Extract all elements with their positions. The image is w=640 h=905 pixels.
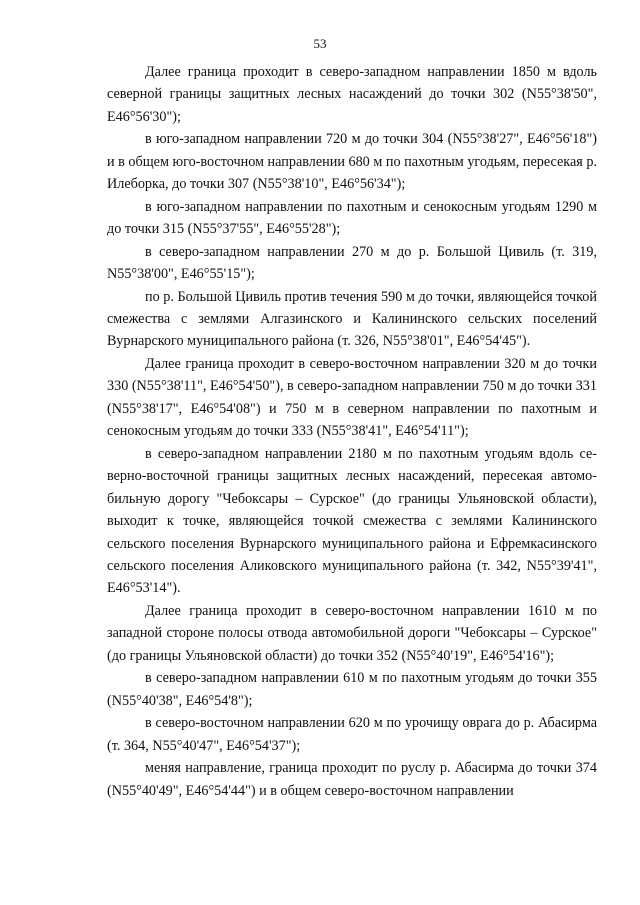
paragraph: по р. Большой Цивиль против течения 590 м до точки, являющейся точкой смежества с землями Алгазинского и Калининского сельских поселений Вурнарского муниципального района (т. 326, N55°38'01", E46°54'45"). <box>107 288 597 350</box>
paragraph: Далее граница проходит в северо-западном направлении 1850 м вдоль северной границы защитных лесных насаждений до точки 302 (N55°38'50", E46°56'30"); <box>107 64 597 125</box>
paragraph: в юго-западном направлении по пахотным и сенокосным угодьям 1290 м до точки 315 (N55°37'55", E46°55'28"); <box>107 198 597 238</box>
paragraph: меняя направление, граница проходит по руслу р. Абасирма до точки 374 (N55°40'49", E46°54'44") и в общем северо-восточном направлении <box>107 760 597 799</box>
body-text <box>107 61 597 802</box>
paragraph: Далее граница проходит в северо-восточном направлении 1610 м по западной стороне полосы отвода автомобильной дороги "Чебоксары – Сурское" (до границы Ульяновской области) до точки 352 (N55°40'19", E46°54'16"); <box>107 602 597 664</box>
page-number: 53 <box>313 36 327 51</box>
paragraph: Далее граница проходит в северо-восточном направлении 320 м до точки 330 (N55°38'11", E46°54'50"), в северо-западном направлении 750 м до точки 331 (N55°38'17", E46°54'08") и 750 м в северном направлении по пахотным и сенокосным угодьям до точки 333 (N55°38'41", E46°54'11"); <box>107 355 597 440</box>
paragraph: в северо-западном направлении 610 м по пахотным угодьям до точки 355 (N55°40'38", E46°54'8"); <box>107 670 597 709</box>
paragraph: в северо-восточном направлении 620 м по урочищу оврага до р. Абасирма (т. 364, N55°40'47", E46°54'37"); <box>107 715 597 754</box>
paragraph: в юго-западном направлении 720 м до точки 304 (N55°38'27", E46°56'18") и в общем юго-восточном направлении 680 м по пахотным угодьям, пересекая р. Илеборка, до точки 307 (N55°38'10", E46°56'34"); <box>107 131 597 193</box>
paragraph: в северо-западном направлении 2180 м по пахотным угодьям вдоль северно-восточной границы защитных лесных насаждений, пересекая автомобильную дорогу "Чебоксары – Сурское" (до границы Ульяновской области), выходит к точке, являющейся точкой смежества с землями Калининского сельского поселения Вурнарского муниципального района и Ефремкасинского сельского поселения Аликовского муниципального района (т. 342, N55°39'41", E46°53'14"). <box>107 445 597 597</box>
paragraph: в северо-западном направлении 270 м до р. Большой Цивиль (т. 319, N55°38'00", E46°55'15"); <box>107 243 597 283</box>
